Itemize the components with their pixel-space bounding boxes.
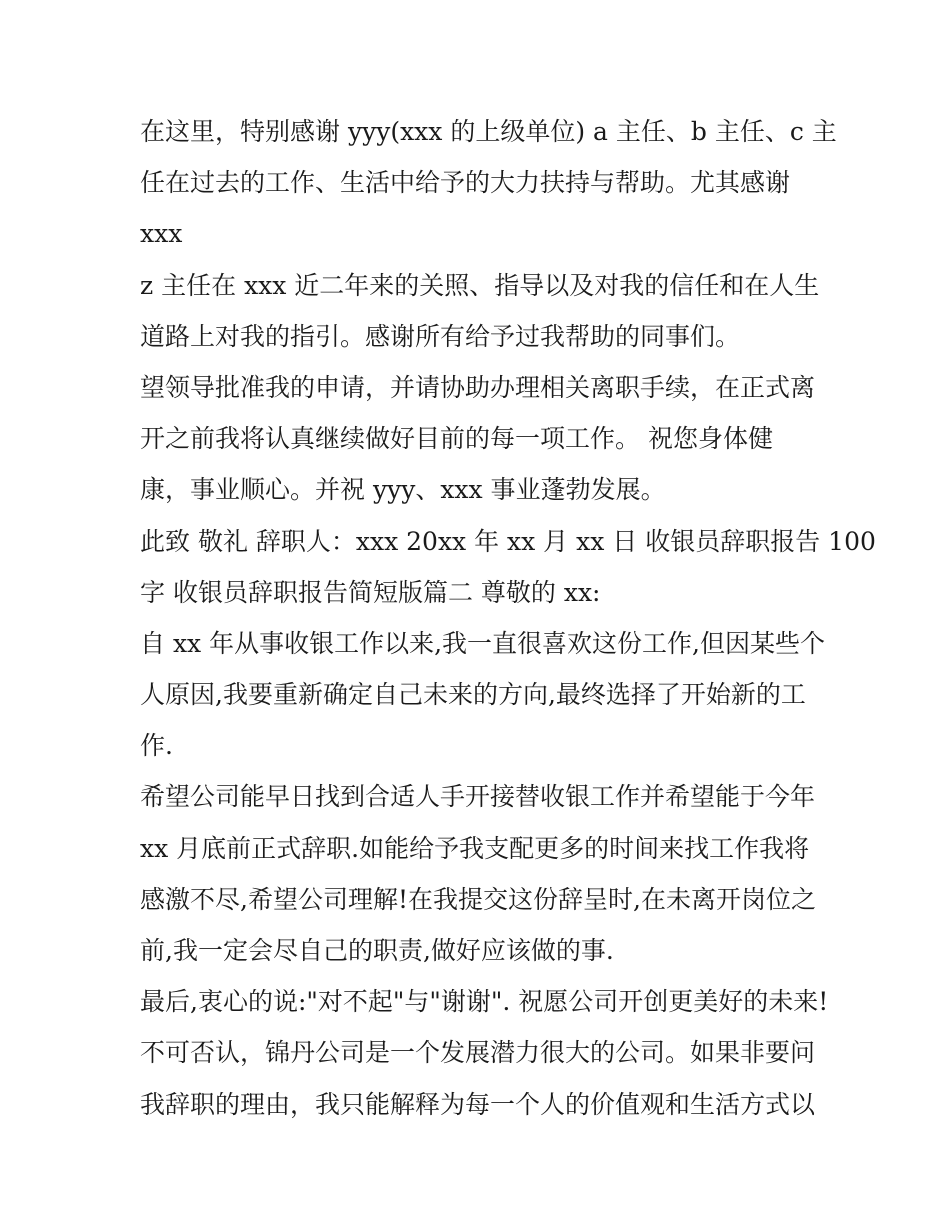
- text-line: 开之前我将认真继续做好目前的每一项工作。 祝您身体健: [140, 424, 773, 454]
- text-line: 自 xx 年从事收银工作以来,我一直很喜欢这份工作,但因某些个: [140, 628, 825, 658]
- text-line: 此致 敬礼 辞职人：xxx 20xx 年 xx 月 xx 日 收银员辞职报告 100: [140, 526, 876, 556]
- text-line: 任在过去的工作、生活中给予的大力扶持与帮助。尤其感谢: [140, 168, 791, 198]
- text-line: 望领导批准我的申请，并请协助办理相关离职手续，在正式离: [140, 372, 816, 402]
- text-line: 作.: [140, 731, 173, 761]
- text-line: 前,我一定会尽自己的职责,做好应该做的事.: [140, 936, 614, 965]
- text-line: xxx: [140, 219, 183, 249]
- document-body: [140, 106, 876, 1130]
- text-line: 康，事业顺心。并祝 yyy、xxx 事业蓬勃发展。: [140, 475, 666, 505]
- text-line: 我辞职的理由，我只能解释为每一个人的价值观和生活方式以: [140, 1089, 816, 1119]
- text-line: z 主任在 xxx 近二年来的关照、指导以及对我的信任和在人生: [140, 270, 820, 300]
- text-line: 希望公司能早日找到合适人手开接替收银工作并希望能于今年: [140, 782, 816, 812]
- text-line: xx 月底前正式辞职.如能给予我支配更多的时间来找工作我将: [140, 833, 810, 863]
- text-line: 道路上对我的指引。感谢所有给予过我帮助的同事们。: [140, 321, 741, 351]
- text-line: 字 收银员辞职报告简短版篇二 尊敬的 xx:: [140, 577, 601, 607]
- text-line: 在这里，特别感谢 yyy(xxx 的上级单位) a 主任、b 主任、c 主: [140, 117, 837, 146]
- text-line: 感激不尽,希望公司理解!在我提交这份辞呈时,在未离开岗位之: [140, 884, 816, 914]
- text-line: 不可否认，锦丹公司是一个发展潜力很大的公司。如果非要问: [140, 1038, 816, 1068]
- text-line: 人原因,我要重新确定自己未来的方向,最终选择了开始新的工: [140, 680, 806, 710]
- text-line: 最后,衷心的说:"对不起"与"谢谢". 祝愿公司开创更美好的未来!: [140, 987, 829, 1017]
